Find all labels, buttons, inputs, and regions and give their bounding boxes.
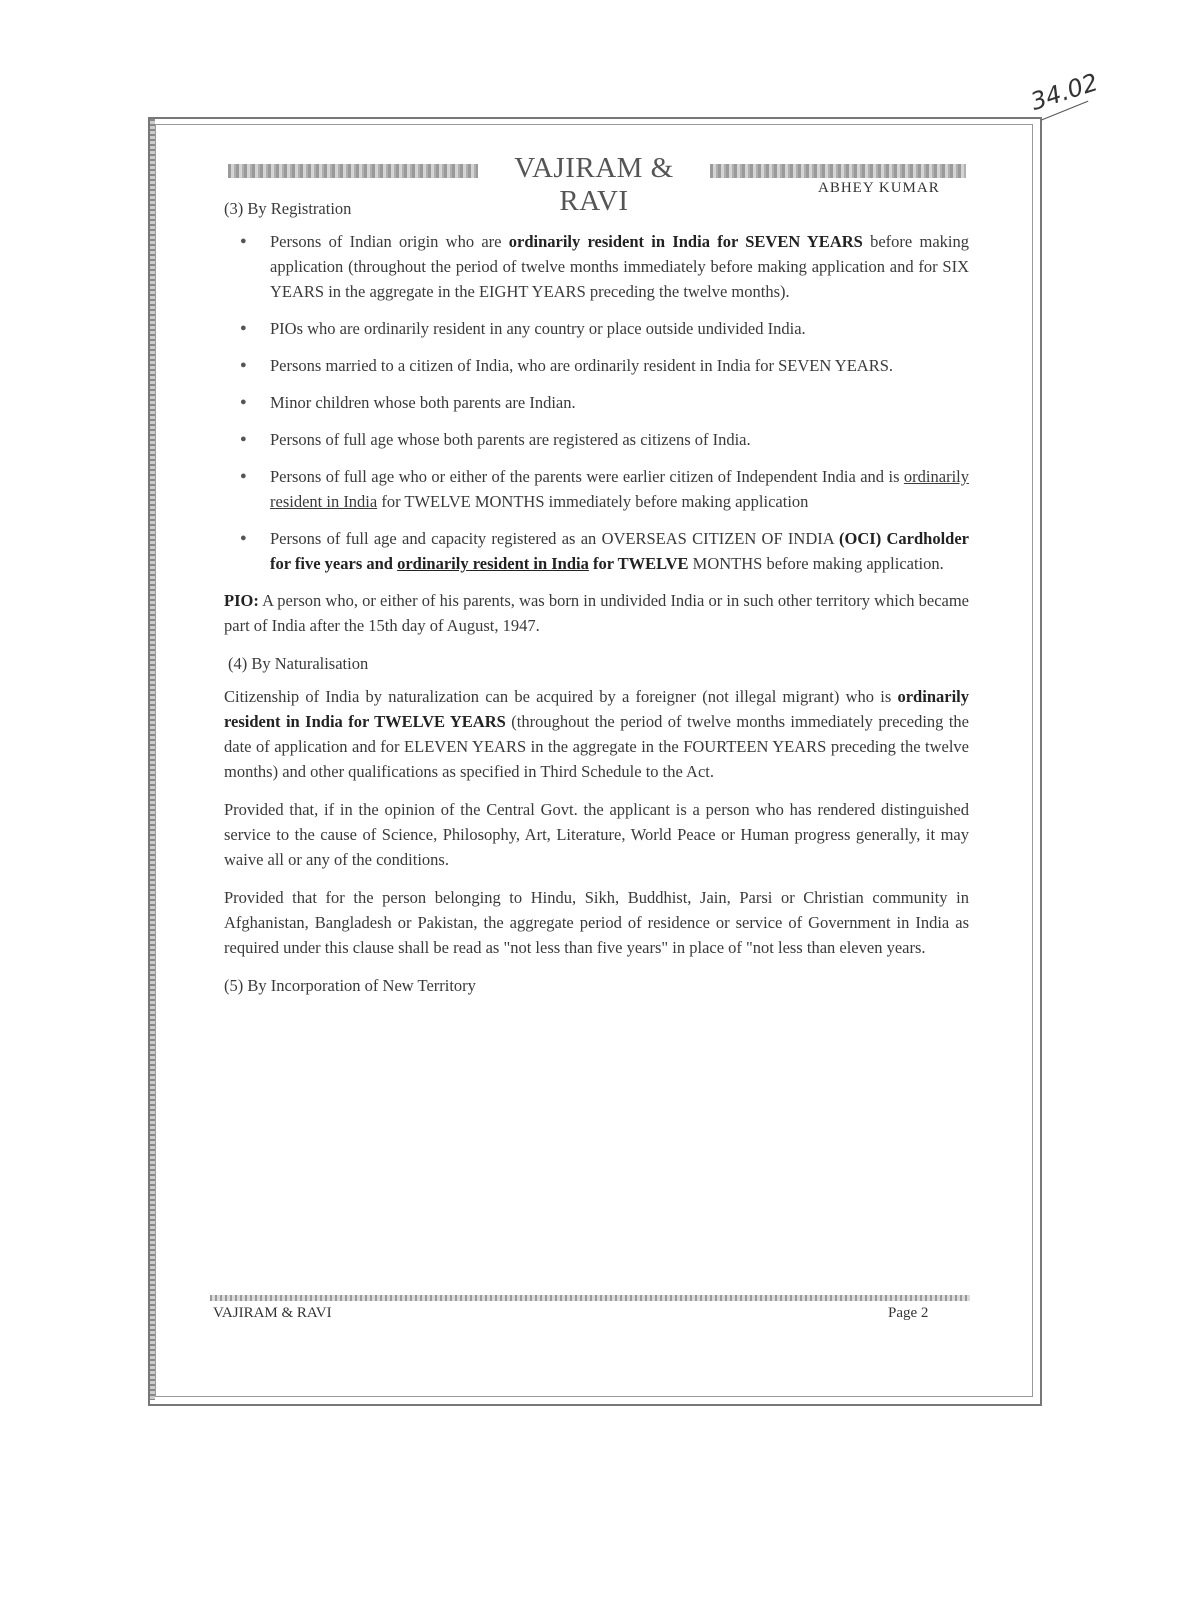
bullet-icon: ● (240, 322, 247, 334)
item-text: Persons of Indian origin who are (270, 232, 509, 251)
list-item (240, 427, 969, 452)
item-bold-text: (OCI) Cardholder for five years and (270, 529, 969, 573)
para-text: (throughout the period of twelve months immediately preceding the date of application and for ELEVEN YEARS in the aggregate in the FOURTEEN YEARS preceding the twelve months) and other qualifications as specified in Third Schedule to the Act. (224, 712, 969, 781)
bullet-icon: ● (240, 359, 247, 371)
bullet-icon: ● (240, 396, 247, 408)
item-text: Minor children whose both parents are Indian. (270, 393, 576, 412)
bullet-icon: ● (240, 470, 247, 482)
header-pattern-left (228, 164, 478, 178)
footer-brand: VAJIRAM & RAVI (213, 1305, 332, 1321)
item-text: Persons of full age and capacity registered as an OVERSEAS CITIZEN OF INDIA (270, 529, 840, 548)
list-item (240, 353, 969, 378)
list-item (240, 464, 969, 514)
para-bold-text: ordinarily resident in India for TWELVE YEARS (224, 687, 969, 731)
item-underlined-text: ordinarily resident in India (270, 467, 969, 511)
list-item (240, 526, 969, 576)
item-text: PIOs who are ordinarily resident in any country or place outside undivided India. (270, 319, 806, 338)
item-text: before making application (throughout the period of twelve months immediately before making application and for SIX YEARS in the aggregate in the EIGHT YEARS preceding the twelve months). (270, 232, 969, 301)
bullet-icon: ● (240, 235, 247, 247)
proviso-paragraph: Provided that for the person belonging to Hindu, Sikh, Buddhist, Jain, Parsi or Christian community in Afghanistan, Bangladesh or Pakistan, the aggregate period of residence or service of Government in India as required under this clause shall be read as "not less than five years" in place of "not less than eleven years. (224, 888, 969, 957)
footer-divider (210, 1295, 970, 1301)
pio-definition (224, 588, 969, 638)
list-item (240, 390, 969, 415)
item-text: MONTHS before making application. (688, 554, 944, 573)
header-pattern-right (710, 164, 966, 178)
item-text: Persons married to a citizen of India, who are ordinarily resident in India for SEVEN YEARS. (270, 356, 894, 375)
brand-title: VAJIRAM & RAVI (514, 152, 674, 217)
item-bold-text: for TWELVE (588, 554, 689, 573)
item-bold-underlined-text: ordinarily resident in India (397, 554, 589, 573)
proviso-paragraph: Provided that, if in the opinion of the Central Govt. the applicant is a person who has rendered distinguished service to the cause of Science, Philosophy, Art, Literature, World Peace or Human progress generally, it may waive all or any of the conditions. (224, 800, 969, 869)
pio-label: PIO: (224, 591, 259, 610)
list-item (240, 316, 969, 341)
item-text: Persons of full age whose both parents are registered as citizens of India. (270, 430, 751, 449)
bullet-icon: ● (240, 433, 247, 445)
pio-text: A person who, or either of his parents, was born in undivided India or in such other territory which became part of India after the 15th day of August, 1947. (224, 591, 969, 635)
list-item (240, 229, 969, 304)
naturalisation-paragraph (224, 684, 969, 784)
section-registration-title: (3) By Registration (224, 199, 352, 218)
bullet-icon: ● (240, 532, 247, 544)
item-bold-text: ordinarily resident in India for SEVEN YEARS (508, 232, 863, 251)
author-name: ABHEY KUMAR (818, 180, 940, 196)
document-body (224, 196, 969, 1006)
para-text: Citizenship of India by naturalization can be acquired by a foreigner (not illegal migrant) who is (224, 687, 898, 706)
item-text: Persons of full age who or either of the parents were earlier citizen of Independent India and is (270, 467, 904, 486)
section-naturalisation-title: (4) By Naturalisation (228, 654, 369, 673)
page-number: Page 2 (888, 1305, 929, 1321)
registration-list (224, 229, 969, 576)
handwritten-page-note: 34.02 (1027, 68, 1102, 116)
section-incorporation-title: (5) By Incorporation of New Territory (224, 976, 476, 995)
item-text: for TWELVE MONTHS immediately before making application (377, 492, 809, 511)
